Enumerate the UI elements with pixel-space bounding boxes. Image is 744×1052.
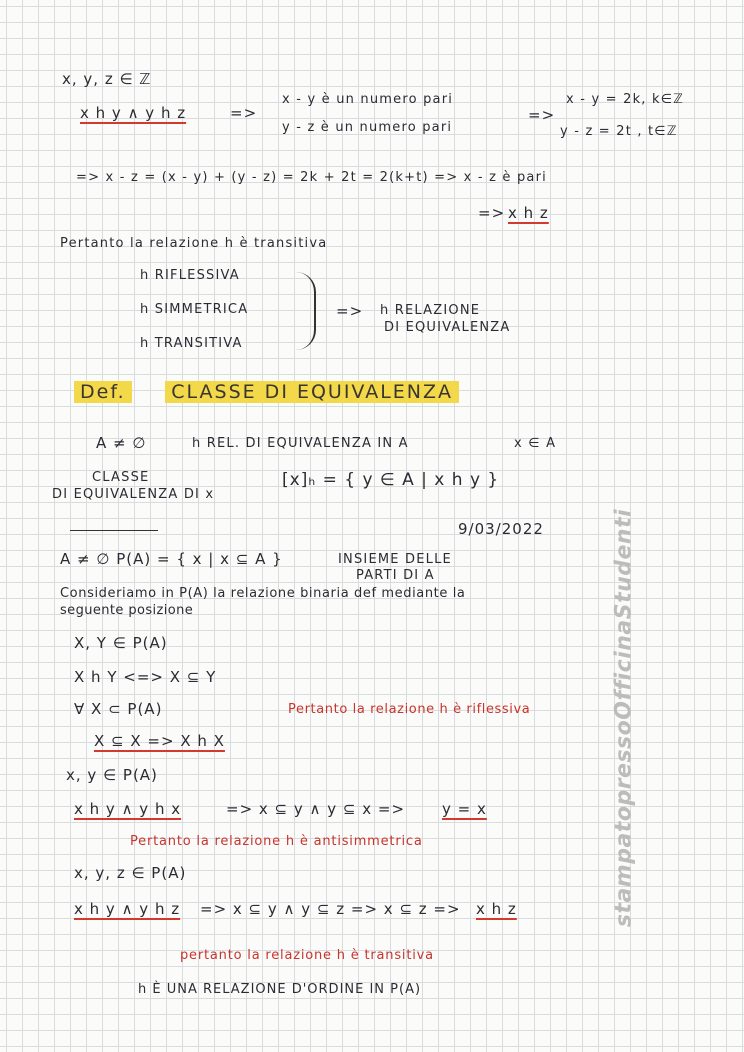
line-7: h RIFLESSIVA xyxy=(140,268,240,283)
line-5a: => xyxy=(478,204,506,222)
line-16: PARTI DI A xyxy=(356,568,435,583)
line-21a: ∀ X ⊂ P(A) xyxy=(74,700,163,718)
line-3b: y - z = 2t , t∈ℤ xyxy=(560,124,678,139)
line-2a: x h y ∧ y h z xyxy=(80,104,187,122)
line-9: h TRANSITIVA xyxy=(140,336,243,351)
line-12: CLASSE xyxy=(92,470,150,485)
line-15b: INSIEME DELLE xyxy=(338,552,452,567)
line-11b: h REL. DI EQUIVALENZA IN A xyxy=(192,436,409,451)
line-18: seguente posizione xyxy=(60,603,194,618)
line-22: X ⊆ X => X h X xyxy=(94,732,225,750)
line-29: h È UNA RELAZIONE D'ORDINE IN P(A) xyxy=(138,982,422,997)
line-28: pertanto la relazione h è transitiva xyxy=(180,948,434,963)
line-8d: DI EQUIVALENZA xyxy=(384,320,511,335)
line-1: x, y, z ∈ ℤ xyxy=(62,70,152,88)
date: 9/03/2022 xyxy=(458,520,544,538)
line-26: x, y, z ∈ P(A) xyxy=(74,864,187,882)
line-24b: => x ⊆ y ∧ y ⊆ x => xyxy=(226,800,406,818)
def-title: CLASSE DI EQUIVALENZA xyxy=(165,381,459,403)
line-12b: [x]ₕ = { y ∈ A | x h y } xyxy=(282,470,500,490)
line-11c: x ∈ A xyxy=(514,436,557,451)
line-21b: Pertanto la relazione h è riflessiva xyxy=(288,702,531,717)
brace xyxy=(296,272,316,350)
line-19: X, Y ∈ P(A) xyxy=(74,634,168,652)
line-13: DI EQUIVALENZA DI x xyxy=(52,487,215,502)
line-27b: => x ⊆ y ∧ y ⊆ z => x ⊆ z => xyxy=(200,900,461,918)
line-4: => x - z = (x - y) + (y - z) = 2k + 2t = 2(k+t) => x - z è pari xyxy=(76,170,547,185)
line-2d: => xyxy=(528,106,556,124)
line-6: Pertanto la relazione h è transitiva xyxy=(60,236,328,251)
line-15a: A ≠ ∅ P(A) = { x | x ⊆ A } xyxy=(60,550,283,568)
line-11a: A ≠ ∅ xyxy=(96,434,147,452)
def-label: Def. xyxy=(74,381,132,403)
watermark: stampatopressoOfficinaStudenti xyxy=(611,508,637,928)
line-8b: => xyxy=(336,302,364,320)
line-8: h SIMMETRICA xyxy=(140,302,249,317)
line-8c: h RELAZIONE xyxy=(380,303,481,318)
line-27c: x h z xyxy=(476,900,517,918)
line-25: Pertanto la relazione h è antisimmetrica xyxy=(130,834,423,849)
divider xyxy=(70,530,158,531)
line-2c: x - y è un numero pari xyxy=(282,92,454,107)
line-20: X h Y <=> X ⊆ Y xyxy=(74,668,217,686)
definition-heading xyxy=(74,381,459,403)
line-5b: x h z xyxy=(508,204,549,222)
line-17: Consideriamo in P(A) la relazione binaria def mediante la xyxy=(60,586,466,601)
line-27a: x h y ∧ y h z xyxy=(74,900,181,918)
line-3a: y - z è un numero pari xyxy=(282,120,453,135)
line-24c: y = x xyxy=(442,800,487,818)
line-23: x, y ∈ P(A) xyxy=(66,766,158,784)
line-2b: => xyxy=(230,104,258,122)
line-2e: x - y = 2k, k∈ℤ xyxy=(566,92,685,107)
line-24a: x h y ∧ y h x xyxy=(74,800,182,818)
